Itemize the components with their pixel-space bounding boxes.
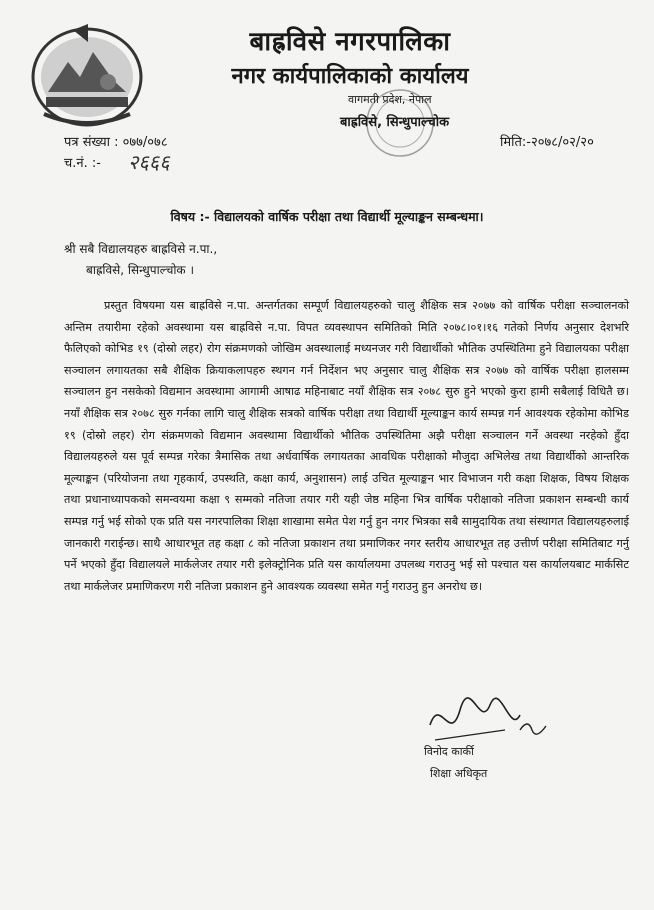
signatory-title: शिक्षा अधिकृत (430, 767, 488, 780)
office-subtitle: नगर कार्यपालिकाको कार्यालय (231, 64, 469, 89)
dispatch-number-value: २६६६ (128, 150, 170, 174)
address-line-2: बाह्रविसे, सिन्धुपाल्चोक (340, 115, 450, 130)
address-line-1: वागमती प्रदेश, नेपाल (348, 93, 432, 106)
letter-subject: विषय :- विद्यालयको वार्षिक परीक्षा तथा विद्यार्थी मूल्याङ्कन सम्बन्धमा। (170, 209, 484, 224)
dispatch-number-label: च.नं. :- (64, 156, 101, 171)
letter-date: मिति:-२०७८/०२/२० (500, 135, 594, 150)
municipality-title: बाह्रविसे नगरपालिका (249, 27, 451, 57)
reference-number: पत्र संख्या : ०७७/०७८ (64, 135, 168, 150)
recipient-line-1: श्री सबै विद्यालयहरु बाह्रविसे न.पा., (64, 242, 218, 256)
letter-body: प्रस्तुत विषयमा यस बाह्रविसे न.पा. अन्तर्गतका सम्पूर्ण विद्यालयहरुको चालु शैक्षिक सत्र २०७७ को वार्षिक परीक्षा सञ्चालनको अन्तिम तयारीमा रहेको अवस्थामा यस बाह्रविसे न.पा. विपत व्यवस्थापन समितिको मिति २०७८।०१।१६ गतेको निर्णय अनुसार देशभरि फैलिएको कोभिड १९ (दोस्रो लहर) रोग संक्रमणको जोखिम अवस्थालाई मध्यनजर गरी विद्यार्थीको भौतिक उपस्थितिमा हुने विद्यालयका परीक्षा सञ्चालन लगायतका सबै शैक्षिक क्रियाकलापहरु स्थगन गर्न निर्देशन भए अनुसार चालु शैक्षिक सत्र २०७७ को वार्षिक परीक्षा हालसम्म सञ्चालन हुन नसकेको विद्यमान अवस्थामा आगामी आषाढ महिनाबाट नयाँ शैक्षिक सत्र २०७८ सुरु हुने भएको कुरा हामी सबैलाई विधितै छ। नयाँ शैक्षिक सत्र २०७८ सुरु गर्नका लागि चालु शैक्षिक सत्रको वार्षिक परीक्षा तथा विद्यार्थी मूल्याङ्कन कार्य सम्पन्न गर्न आवश्यक रहेकोमा कोभिड १९ (दोस्रो लहर) रोग संक्रमणको विद्यमान अवस्थामा विद्यार्थीको भौतिक उपस्थितिमा अझै परीक्षा सञ्चालन गर्ने अवस्था नरहेको हुँदा विद्यालयहरुले यस पूर्व सम्पन्न गरेका त्रैमासिक तथा अर्धवार्षिक लगायतका आवधिक परीक्षाको मौजुदा अभिलेख तथा विद्यार्थीको आन्तरिक मूल्याङ्कन (परियोजना तथा गृहकार्य, उपस्थति, कक्षा कार्य, अनुशासन) लाई उचित मूल्याङ्कन भार विभाजन गरी कक्षा शिक्षक, विषय शिक्षक तथा प्रधानाध्यापकको समन्वयमा कक्षा ९ सम्मको नतिजा तयार गरी यही जेष्ठ महिना भित्र वार्षिक परीक्षाको नतिजा प्रकाशन सम्बन्धी कार्य सम्पन्न गर्नु भई सोको एक प्रति यस नगरपालिका शिक्षा शाखामा समेत पेश गर्नु हुन नगर भित्रका सबै सामुदायिक तथा संस्थागत विद्यालयहरुलाई जानकारी गराईन्छ। साथै आधारभूत तह कक्षा ८ को नतिजा प्रकाशन तथा प्रमाणिकर नगर स्तरीय आधारभूत तह उत्तीर्ण परीक्षा समितिबाट गर्नु पर्ने भएको हुँदा विद्यालयले मार्कलेजर तयार गरी इलेक्ट्रोनिक प्रति यस कार्यालयमा उपलब्ध गराउनु भई सो पश्चात यस कार्यालयबाट मार्कसिट तथा मार्कलेजर प्रमाणिकरण गरी नतिजा प्रकाशन हुने आवश्यक व्यवस्था समेत गर्नु गराउनु हुन अनरोध छ। (64, 299, 629, 593)
recipient-line-2: बाह्रविसे, सिन्धुपाल्चोक । (86, 263, 195, 277)
nepal-emblem-logo (28, 22, 146, 130)
signatory-name: विनोद कार्की (424, 745, 474, 758)
